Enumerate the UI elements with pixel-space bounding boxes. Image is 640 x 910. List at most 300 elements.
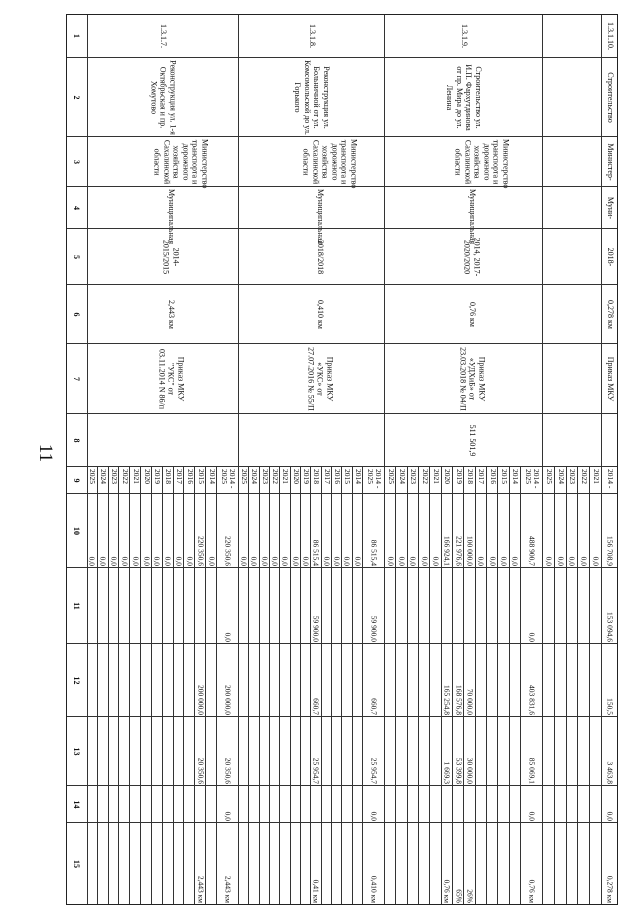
year-divider: [418, 717, 419, 786]
table-column-1: [67, 15, 617, 57]
year-col10: 0,0: [488, 556, 498, 566]
year-divider: [441, 568, 442, 644]
last-row-capacity: 0,278 км: [605, 300, 615, 329]
year-divider: [97, 494, 98, 568]
year-divider: [589, 786, 590, 823]
last-row-c12: 150,5: [605, 698, 615, 715]
year-divider: [269, 568, 270, 644]
year-divider: [119, 786, 120, 823]
row-divider: [601, 568, 602, 644]
row-divider: [238, 568, 239, 644]
last-row-period: 2018-: [605, 247, 615, 267]
year-label: 2017: [322, 469, 332, 484]
year-divider: [577, 823, 578, 905]
row-divider: [542, 187, 543, 229]
total-col15: 0,410 км: [369, 875, 379, 903]
year-divider: [331, 786, 332, 823]
ownership: Муниципальная: [315, 189, 325, 245]
row-divider: [238, 137, 239, 187]
year-divider: [554, 494, 555, 568]
row-divider: [384, 786, 385, 823]
year-divider: [140, 494, 141, 568]
year-label: 2014: [353, 469, 363, 484]
year-label: 2023: [568, 469, 578, 484]
column-number-15: 15: [67, 823, 88, 905]
total-divider: [362, 717, 363, 786]
table-column-14: [67, 785, 617, 823]
table-column-7: [67, 343, 617, 414]
period: 2014, 2017-2020/2020: [463, 237, 482, 277]
year-divider: [497, 786, 498, 823]
row-id: 1.3.1.9.: [459, 24, 469, 48]
year-divider: [475, 644, 476, 717]
year-divider: [452, 644, 453, 717]
year-divider: [429, 644, 430, 717]
year-label: 2022: [580, 469, 590, 484]
table-column-12: [67, 643, 617, 717]
year-divider: [140, 644, 141, 717]
executor: Министерство транспорта и дорожного хозяйства Сахалинской области: [454, 139, 511, 189]
year-col10: 0,0: [291, 556, 301, 566]
year-divider: [162, 644, 163, 717]
year-col10: 0,0: [239, 556, 249, 566]
year-divider: [566, 494, 567, 568]
capacity: 0,76 км: [467, 302, 477, 327]
year-divider: [108, 644, 109, 717]
last-row-c15: 0,278 км: [605, 875, 615, 903]
total-col15: 0,76 км: [527, 879, 537, 903]
row-divider: [542, 568, 543, 644]
table-column-5: [67, 228, 617, 285]
total-col11: 0,0: [223, 632, 233, 642]
year-col10: 0,0: [174, 556, 184, 566]
year-divider: [554, 823, 555, 905]
year-divider: [352, 823, 353, 905]
year-label: 2015: [500, 469, 509, 484]
year-divider: [310, 568, 311, 644]
total-divider: [216, 717, 217, 786]
year-divider: [452, 494, 453, 568]
total-years: 2014 - 2025: [524, 469, 541, 489]
year-divider: [441, 823, 442, 905]
ownership: Муниципальная: [467, 189, 477, 245]
year-divider: [589, 568, 590, 644]
year-divider: [418, 786, 419, 823]
total-col14: 0,0: [527, 811, 537, 821]
row-divider: [238, 15, 239, 57]
year-col10: 0,0: [109, 556, 119, 566]
year-divider: [162, 494, 163, 568]
year-divider: [497, 494, 498, 568]
year-divider: [119, 568, 120, 644]
total-col12: 403 831,6: [527, 685, 537, 715]
year-divider: [248, 644, 249, 717]
year-label: 2022: [120, 469, 130, 484]
year-divider: [290, 823, 291, 905]
year-divider: [300, 717, 301, 786]
year-divider: [119, 717, 120, 786]
year-divider: [310, 717, 311, 786]
total-col10: 86 515,4: [369, 539, 379, 566]
year-label: 2014: [511, 469, 521, 484]
row-divider: [542, 717, 543, 786]
year-divider: [352, 717, 353, 786]
year-divider: [97, 568, 98, 644]
row-divider: [542, 414, 543, 467]
year-divider: [184, 494, 185, 568]
year-col15: 26%: [465, 889, 475, 903]
year-divider: [194, 786, 195, 823]
object-name: Реконструкция ул. 1-я Октябрьская и пр. Хомутово: [149, 60, 178, 135]
period: 2018/2018: [315, 239, 325, 275]
year-col12: 168 576,8: [454, 685, 464, 715]
year-label: 2022: [271, 469, 281, 484]
year-divider: [407, 786, 408, 823]
row-divider: [238, 344, 239, 414]
year-divider: [441, 717, 442, 786]
total-years: 2014 - 2025: [220, 469, 237, 489]
row-divider: [238, 229, 239, 285]
year-label: 2021: [131, 469, 141, 484]
total-divider: [216, 644, 217, 717]
total-divider: [520, 568, 521, 644]
year-col12: 165 254,8: [442, 685, 452, 715]
year-col10: 0,0: [420, 556, 430, 566]
column-number-13: 13: [67, 717, 88, 786]
year-divider: [140, 786, 141, 823]
total-divider: [362, 644, 363, 717]
year-col10: 0,0: [386, 556, 396, 566]
year-divider: [300, 786, 301, 823]
total-divider: [362, 823, 363, 905]
year-col10: 0,0: [499, 556, 509, 566]
year-divider: [475, 717, 476, 786]
year-divider: [129, 823, 130, 905]
year-label: 2020: [291, 469, 301, 484]
capacity: 0,410 км: [315, 300, 325, 329]
year-divider: [395, 786, 396, 823]
total-divider: [520, 717, 521, 786]
year-col13: 53 399,8: [454, 757, 464, 784]
year-divider: [509, 568, 510, 644]
executor: Министерство транспорта и дорожного хозяйства Сахалинской области: [302, 139, 359, 189]
year-divider: [395, 823, 396, 905]
last-row-c10: 156 708,9: [605, 536, 615, 566]
last-row-name: Строительство: [605, 72, 615, 123]
year-divider: [279, 823, 280, 905]
year-divider: [554, 467, 555, 494]
year-divider: [140, 717, 141, 786]
year-divider: [290, 568, 291, 644]
row-divider: [542, 644, 543, 717]
last-row-years: 2014 -: [606, 469, 615, 489]
total-col14: 0,0: [223, 811, 233, 821]
year-col10: 221 976,6: [454, 536, 464, 566]
year-divider: [97, 823, 98, 905]
table-column-15: [67, 822, 617, 905]
total-col13: 25 954,7: [369, 757, 379, 784]
year-divider: [463, 823, 464, 905]
year-label: 2024: [556, 469, 566, 484]
year-divider: [418, 568, 419, 644]
year-divider: [589, 644, 590, 717]
object-name: Реконструкция ул. Больничной от ул. Комсомольской до ул. Горького: [293, 60, 331, 135]
row-divider: [384, 414, 385, 467]
year-label: 2018: [312, 469, 322, 484]
row-divider: [238, 717, 239, 786]
year-divider: [566, 467, 567, 494]
year-col10: 0,0: [476, 556, 486, 566]
year-divider: [151, 568, 152, 644]
total-divider: [362, 568, 363, 644]
row-divider: [601, 229, 602, 285]
year-divider: [509, 644, 510, 717]
capacity: 2,443 км: [166, 300, 176, 329]
year-divider: [589, 494, 590, 568]
last-row-id: 1.3.1.10.: [605, 22, 615, 50]
year-col10: 86 515,4: [312, 539, 321, 566]
year-label: 2021: [432, 469, 441, 484]
year-divider: [486, 786, 487, 823]
year-divider: [129, 717, 130, 786]
row-divider: [601, 644, 602, 717]
row-divider: [542, 229, 543, 285]
year-col10: 0,0: [250, 556, 259, 566]
row-divider: [384, 494, 385, 568]
column-number-7: 7: [67, 344, 88, 414]
year-label: 2021: [281, 469, 291, 484]
year-divider: [279, 786, 280, 823]
row-divider: [384, 15, 385, 57]
table-column-13: [67, 716, 617, 786]
table-column-2: [67, 57, 617, 137]
year-divider: [589, 717, 590, 786]
year-label: 2025: [240, 469, 250, 484]
row-divider: [238, 187, 239, 229]
total-col10: 220 350,6: [223, 536, 233, 566]
year-divider: [321, 786, 322, 823]
year-col10: 0,0: [120, 556, 130, 566]
year-divider: [119, 494, 120, 568]
year-divider: [452, 823, 453, 905]
year-divider: [269, 823, 270, 905]
year-label: 2025: [88, 469, 98, 484]
year-divider: [429, 568, 430, 644]
year-divider: [566, 644, 567, 717]
year-col10: 0,0: [332, 556, 342, 566]
year-divider: [577, 717, 578, 786]
year-col12: 660,7: [312, 698, 321, 715]
year-col10: 0,0: [87, 556, 97, 566]
year-col10: 0,0: [397, 556, 407, 566]
year-divider: [486, 823, 487, 905]
year-divider: [269, 644, 270, 717]
year-divider: [205, 823, 206, 905]
year-divider: [341, 644, 342, 717]
year-divider: [290, 717, 291, 786]
year-divider: [194, 717, 195, 786]
row-divider: [601, 823, 602, 905]
column-number-1: 1: [67, 15, 88, 57]
year-divider: [140, 823, 141, 905]
year-col10: 100 000,0: [465, 536, 475, 566]
year-col10: 0,0: [270, 556, 280, 566]
row-divider: [601, 717, 602, 786]
row-divider: [238, 786, 239, 823]
year-divider: [205, 786, 206, 823]
table-column-3: [67, 136, 617, 187]
year-col10: 0,0: [207, 556, 217, 566]
year-label: 2020: [443, 469, 453, 484]
year-divider: [108, 786, 109, 823]
year-divider: [577, 786, 578, 823]
year-divider: [452, 717, 453, 786]
year-divider: [129, 494, 130, 568]
year-divider: [577, 467, 578, 494]
year-divider: [395, 717, 396, 786]
year-label: 2017: [175, 469, 185, 484]
year-divider: [259, 568, 260, 644]
row-divider: [542, 494, 543, 568]
year-col15: 2,443 км: [196, 875, 206, 903]
year-divider: [205, 717, 206, 786]
year-label: 2022: [420, 469, 430, 484]
year-divider: [441, 786, 442, 823]
year-divider: [554, 786, 555, 823]
year-divider: [441, 494, 442, 568]
year-label: 2024: [398, 469, 407, 484]
row-divider: [542, 786, 543, 823]
year-col10: 0,0: [579, 556, 589, 566]
year-label: 2024: [250, 469, 260, 484]
table-column-10: [67, 493, 617, 568]
year-col11: 59 900,0: [312, 615, 321, 642]
total-divider: [216, 494, 217, 568]
year-divider: [463, 717, 464, 786]
year-divider: [418, 494, 419, 568]
year-divider: [279, 717, 280, 786]
row-divider: [238, 285, 239, 344]
year-divider: [184, 644, 185, 717]
year-col10: 0,0: [163, 556, 173, 566]
year-divider: [341, 786, 342, 823]
year-divider: [441, 644, 442, 717]
row-divider: [384, 137, 385, 187]
year-divider: [151, 717, 152, 786]
year-divider: [184, 823, 185, 905]
row-divider: [542, 137, 543, 187]
year-divider: [162, 786, 163, 823]
row-divider: [542, 344, 543, 414]
column-number-10: 10: [67, 494, 88, 568]
row-divider: [384, 823, 385, 905]
year-label: 2015: [343, 469, 353, 484]
column-number-14: 14: [67, 786, 88, 823]
row-divider: [542, 467, 543, 494]
year-divider: [407, 568, 408, 644]
row-divider: [238, 644, 239, 717]
year-divider: [429, 823, 430, 905]
year-label: 2016: [185, 469, 195, 484]
row-divider: [601, 285, 602, 344]
total-divider: [520, 823, 521, 905]
last-row-c14: 0,0: [605, 811, 615, 821]
year-divider: [248, 717, 249, 786]
year-divider: [97, 786, 98, 823]
year-divider: [300, 823, 301, 905]
year-divider: [290, 644, 291, 717]
year-col13: 30 000,0: [465, 757, 475, 784]
total-divider: [216, 568, 217, 644]
row-divider: [384, 467, 385, 494]
column-number-3: 3: [67, 137, 88, 187]
year-divider: [97, 717, 98, 786]
last-row-c13: 3 463,8: [605, 761, 615, 784]
year-divider: [452, 568, 453, 644]
year-divider: [395, 494, 396, 568]
year-col10: 0,0: [510, 556, 520, 566]
year-divider: [184, 786, 185, 823]
year-divider: [418, 644, 419, 717]
year-divider: [279, 644, 280, 717]
year-col10: 0,0: [322, 556, 332, 566]
year-divider: [566, 717, 567, 786]
column-number-9: 9: [67, 467, 88, 494]
year-divider: [463, 786, 464, 823]
row-divider: [601, 15, 602, 57]
total-divider: [520, 494, 521, 568]
year-divider: [279, 568, 280, 644]
year-divider: [259, 644, 260, 717]
year-divider: [341, 568, 342, 644]
year-label: 2014: [207, 469, 217, 484]
year-divider: [259, 717, 260, 786]
year-divider: [205, 568, 206, 644]
row-divider: [542, 823, 543, 905]
column-number-8: 8: [67, 414, 88, 467]
total-col11: 0,0: [527, 632, 537, 642]
year-divider: [352, 568, 353, 644]
year-divider: [173, 786, 174, 823]
year-divider: [331, 823, 332, 905]
year-divider: [577, 568, 578, 644]
total-col14: 0,0: [369, 811, 379, 821]
rotated-table-sheet: [66, 14, 618, 905]
year-divider: [407, 494, 408, 568]
page-number: 11: [35, 443, 57, 463]
year-label: 2023: [260, 469, 270, 484]
year-label: 2016: [488, 469, 498, 484]
year-divider: [497, 717, 498, 786]
last-row-c11: 153 094,6: [605, 612, 615, 642]
year-divider: [194, 568, 195, 644]
last-row-owner: Муни-: [605, 196, 615, 220]
year-divider: [577, 644, 578, 717]
year-col10: 0,0: [431, 556, 441, 566]
year-divider: [509, 786, 510, 823]
approval-document: Приказ МКУ "УКС" от 03.11.2014 N 86/п: [157, 349, 186, 409]
year-divider: [509, 823, 510, 905]
year-divider: [290, 786, 291, 823]
row-divider: [601, 494, 602, 568]
year-divider: [259, 823, 260, 905]
year-col15: 0,41 км: [312, 879, 321, 903]
year-divider: [486, 494, 487, 568]
year-label: 2017: [477, 469, 487, 484]
row-divider: [384, 344, 385, 414]
total-col10: 488 900,7: [527, 536, 537, 566]
total-col12: 660,7: [369, 698, 379, 715]
